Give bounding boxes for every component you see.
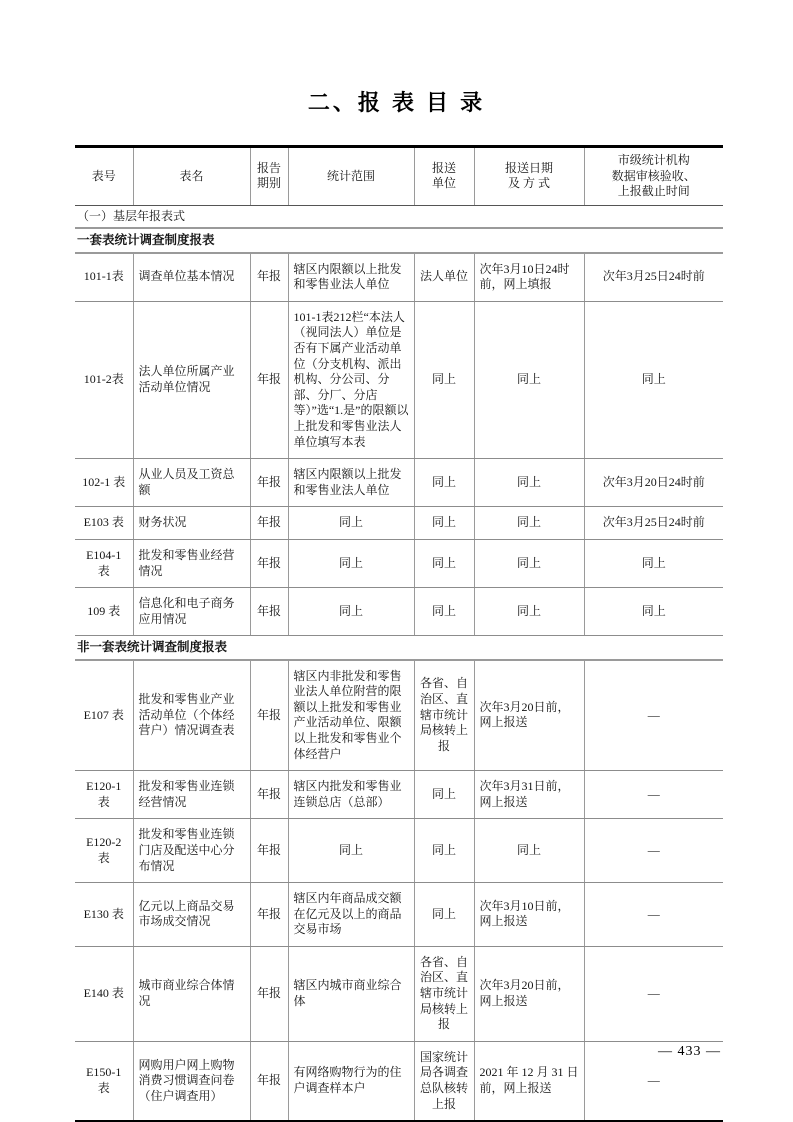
cell-col1: 财务状况 xyxy=(133,507,250,540)
col-header-report-period: 报告 期别 xyxy=(250,147,288,206)
cell-col3: 有网络购物行为的住户调查样本户 xyxy=(288,1041,414,1121)
cell-col4: 法人单位 xyxy=(414,253,474,302)
cell-col4: 同上 xyxy=(414,507,474,540)
cell-col1: 信息化和电子商务应用情况 xyxy=(133,588,250,636)
cell-col1: 调查单位基本情况 xyxy=(133,253,250,302)
col-header-form-number: 表号 xyxy=(75,147,133,206)
cell-col1: 城市商业综合体情况 xyxy=(133,946,250,1041)
table-row xyxy=(75,539,723,587)
cell-col4: 各省、自治区、直辖市统计局核转上报 xyxy=(414,946,474,1041)
cell-col3: 同上 xyxy=(288,539,414,587)
cell-col6: — xyxy=(584,946,723,1041)
cell-col6: 次年3月25日24时前 xyxy=(584,507,723,540)
cell-col5: 同上 xyxy=(474,539,584,587)
cell-col4: 同上 xyxy=(414,771,474,819)
table-row xyxy=(75,819,723,883)
cell-col2: 年报 xyxy=(250,1041,288,1121)
cell-col1: 从业人员及工资总额 xyxy=(133,459,250,507)
cell-col0: E120-1 表 xyxy=(75,771,133,819)
cell-col0: 101-2表 xyxy=(75,301,133,458)
table-body xyxy=(75,205,723,1121)
cell-col3: 辖区内限额以上批发和零售业法人单位 xyxy=(288,253,414,302)
cell-col0: E107 表 xyxy=(75,660,133,771)
cell-col6: 同上 xyxy=(584,539,723,587)
cell-col3: 同上 xyxy=(288,588,414,636)
cell-col5: 次年3月31日前，网上报送 xyxy=(474,771,584,819)
table-row xyxy=(75,507,723,540)
table-row xyxy=(75,253,723,302)
cell-col4: 同上 xyxy=(414,883,474,947)
section-label: （一）基层年报表式 xyxy=(75,205,723,228)
cell-col5: 次年3月10日24时前，网上填报 xyxy=(474,253,584,302)
cell-col2: 年报 xyxy=(250,507,288,540)
cell-col1: 批发和零售业经营情况 xyxy=(133,539,250,587)
cell-col2: 年报 xyxy=(250,771,288,819)
table-row xyxy=(75,459,723,507)
cell-col3: 辖区内非批发和零售业法人单位附营的限额以上批发和零售业产业活动单位、限额以上批发和零售业个体经营户 xyxy=(288,660,414,771)
cell-col0: 101-1表 xyxy=(75,253,133,302)
cell-col2: 年报 xyxy=(250,253,288,302)
cell-col4: 同上 xyxy=(414,819,474,883)
col-header-stat-scope: 统计范围 xyxy=(288,147,414,206)
cell-col0: E130 表 xyxy=(75,883,133,947)
cell-col3: 辖区内年商品成交额在亿元及以上的商品交易市场 xyxy=(288,883,414,947)
cell-col2: 年报 xyxy=(250,539,288,587)
cell-col5: 2021 年 12 月 31 日前，网上报送 xyxy=(474,1041,584,1121)
cell-col4: 各省、自治区、直辖市统计局核转上报 xyxy=(414,660,474,771)
cell-col5: 次年3月20日前，网上报送 xyxy=(474,946,584,1041)
cell-col0: 102-1 表 xyxy=(75,459,133,507)
cell-col0: 109 表 xyxy=(75,588,133,636)
cell-col3: 101-1表212栏“本法人（视同法人）单位是否有下属产业活动单位（分支机构、派出机构、分公司、分部、分厂、分店等）”选“1.是”的限额以上批发和零售业法人单位填写本表 xyxy=(288,301,414,458)
cell-col2: 年报 xyxy=(250,301,288,458)
cell-col5: 同上 xyxy=(474,301,584,458)
page-number: — 433 — xyxy=(658,1044,721,1059)
cell-col3: 辖区内批发和零售业连锁总店（总部） xyxy=(288,771,414,819)
cell-col3: 同上 xyxy=(288,819,414,883)
subsection-label: 一套表统计调查制度报表 xyxy=(75,228,723,252)
table-row xyxy=(75,1041,723,1121)
cell-col2: 年报 xyxy=(250,946,288,1041)
table-row xyxy=(75,946,723,1041)
cell-col2: 年报 xyxy=(250,819,288,883)
cell-col5: 同上 xyxy=(474,459,584,507)
cell-col5: 次年3月10日前，网上报送 xyxy=(474,883,584,947)
col-header-report-unit: 报送 单位 xyxy=(414,147,474,206)
cell-col1: 批发和零售业产业活动单位（个体经营户）情况调查表 xyxy=(133,660,250,771)
cell-col3: 同上 xyxy=(288,507,414,540)
cell-col4: 国家统计局各调查总队核转上报 xyxy=(414,1041,474,1121)
cell-col2: 年报 xyxy=(250,883,288,947)
cell-col6: 次年3月25日24时前 xyxy=(584,253,723,302)
report-catalog-table xyxy=(75,145,723,1122)
cell-col0: E104-1 表 xyxy=(75,539,133,587)
cell-col4: 同上 xyxy=(414,301,474,458)
table-row xyxy=(75,771,723,819)
cell-col2: 年报 xyxy=(250,660,288,771)
cell-col6: 同上 xyxy=(584,301,723,458)
cell-col5: 同上 xyxy=(474,507,584,540)
cell-col6: 次年3月20日24时前 xyxy=(584,459,723,507)
cell-col4: 同上 xyxy=(414,459,474,507)
page-title: 二、报 表 目 录 xyxy=(307,90,486,115)
col-header-city-deadline: 市级统计机构 数据审核验收、 上报截止时间 xyxy=(584,147,723,206)
subsection-row xyxy=(75,228,723,252)
table-row xyxy=(75,660,723,771)
cell-col5: 同上 xyxy=(474,819,584,883)
subsection-label: 非一套表统计调查制度报表 xyxy=(75,636,723,660)
cell-col0: E120-2 表 xyxy=(75,819,133,883)
cell-col6: — xyxy=(584,660,723,771)
cell-col6: — xyxy=(584,1041,723,1121)
cell-col1: 亿元以上商品交易市场成交情况 xyxy=(133,883,250,947)
table-header-row xyxy=(75,147,723,206)
cell-col3: 辖区内限额以上批发和零售业法人单位 xyxy=(288,459,414,507)
cell-col3: 辖区内城市商业综合体 xyxy=(288,946,414,1041)
cell-col1: 网购用户网上购物消费习惯调查问卷（住户调查用） xyxy=(133,1041,250,1121)
cell-col1: 法人单位所属产业活动单位情况 xyxy=(133,301,250,458)
table-row xyxy=(75,883,723,947)
subsection-row xyxy=(75,636,723,660)
cell-col6: 同上 xyxy=(584,588,723,636)
cell-col5: 同上 xyxy=(474,588,584,636)
col-header-report-date: 报送日期 及 方 式 xyxy=(474,147,584,206)
cell-col1: 批发和零售业连锁门店及配送中心分布情况 xyxy=(133,819,250,883)
cell-col0: E150-1 表 xyxy=(75,1041,133,1121)
cell-col5: 次年3月20日前，网上报送 xyxy=(474,660,584,771)
col-header-form-name: 表名 xyxy=(133,147,250,206)
cell-col6: — xyxy=(584,883,723,947)
cell-col6: — xyxy=(584,819,723,883)
cell-col2: 年报 xyxy=(250,459,288,507)
section-row xyxy=(75,205,723,228)
table-row xyxy=(75,588,723,636)
cell-col0: E140 表 xyxy=(75,946,133,1041)
table-row xyxy=(75,301,723,458)
cell-col4: 同上 xyxy=(414,588,474,636)
cell-col4: 同上 xyxy=(414,539,474,587)
cell-col0: E103 表 xyxy=(75,507,133,540)
cell-col1: 批发和零售业连锁经营情况 xyxy=(133,771,250,819)
cell-col2: 年报 xyxy=(250,588,288,636)
cell-col6: — xyxy=(584,771,723,819)
